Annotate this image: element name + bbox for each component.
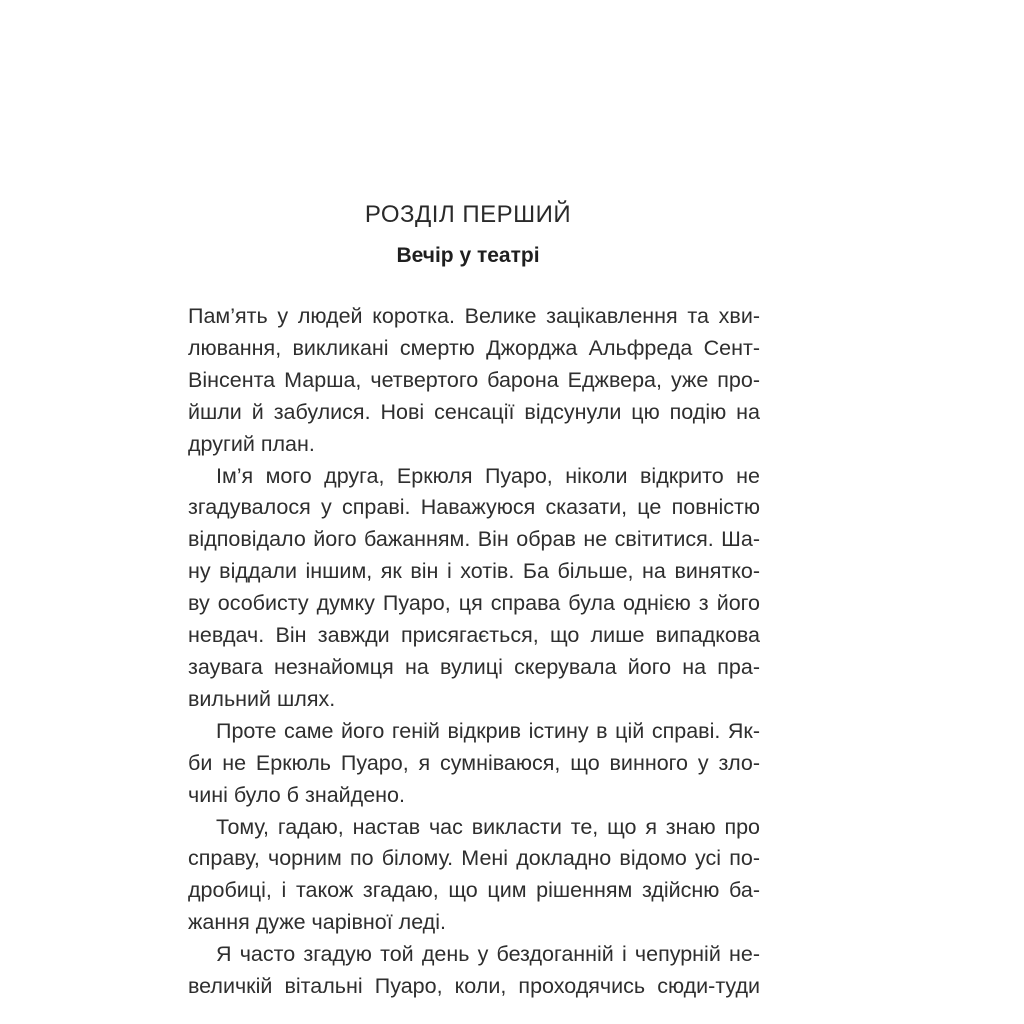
paragraph-3 — [188, 716, 760, 812]
text-line: величкій вітальні Пуаро, коли, проходячись сюди-туди — [188, 974, 760, 999]
body-text — [188, 301, 760, 1003]
text-line: би не Еркюль Пуаро, я сумніваюся, що винного у зло- — [188, 750, 760, 775]
paragraph-4 — [188, 812, 760, 940]
text-line: Пам’ять у людей коротка. Велике зацікавлення та хви- — [188, 304, 760, 328]
text-line: Вінсента Марша, четвертого барона Еджвера, уже про- — [188, 367, 760, 392]
text-line: справу, чорним по білому. Мені докладно відомо усі по- — [188, 846, 760, 871]
text-line: другий план. — [188, 431, 315, 456]
text-line: дробиці, і також згадаю, що цим рішенням здійсню ба- — [188, 878, 760, 903]
text-line: Проте саме його геній відкрив істину в цій справі. Як- — [216, 718, 760, 743]
paragraph-2 — [188, 461, 760, 716]
text-line: ву особисту думку Пуаро, ця справа була однією з його — [188, 591, 760, 616]
text-line: Я часто згадую той день у бездоганній і чепурній не- — [216, 942, 760, 967]
text-line: ну віддали іншим, як він і хотів. Ба більше, на винятко- — [188, 559, 760, 584]
text-line: жання дуже чарівної леді. — [188, 910, 446, 935]
text-line: невдач. Він завжди присягається, що лише випадкова — [188, 623, 760, 648]
paragraph-5 — [188, 939, 760, 1003]
text-line: Тому, гадаю, настав час викласти те, що я знаю про — [216, 814, 760, 839]
text-line: заувага незнайомця на вулиці скерувала його на пра- — [188, 654, 760, 679]
text-line: йшли й забулися. Нові сенсації відсунули цю подію на — [188, 399, 760, 424]
text-line: Ім’я мого друга, Еркюля Пуаро, ніколи відкрито не — [216, 463, 760, 488]
text-line: вильний шлях. — [188, 686, 336, 711]
paragraph-1 — [188, 301, 760, 461]
chapter-title: Вечір у театрі — [396, 244, 540, 267]
text-line: лювання, викликані смертю Джорджа Альфреда Сент- — [188, 335, 760, 360]
text-line: відповідало його бажанням. Він обрав не світитися. Ша- — [188, 527, 760, 552]
chapter-heading: РОЗДІЛ ПЕРШИЙ — [364, 201, 572, 228]
text-line: чині було б знайдено. — [188, 782, 405, 807]
text-line: згадувалося у справі. Наважуюся сказати, це повністю — [188, 495, 760, 520]
